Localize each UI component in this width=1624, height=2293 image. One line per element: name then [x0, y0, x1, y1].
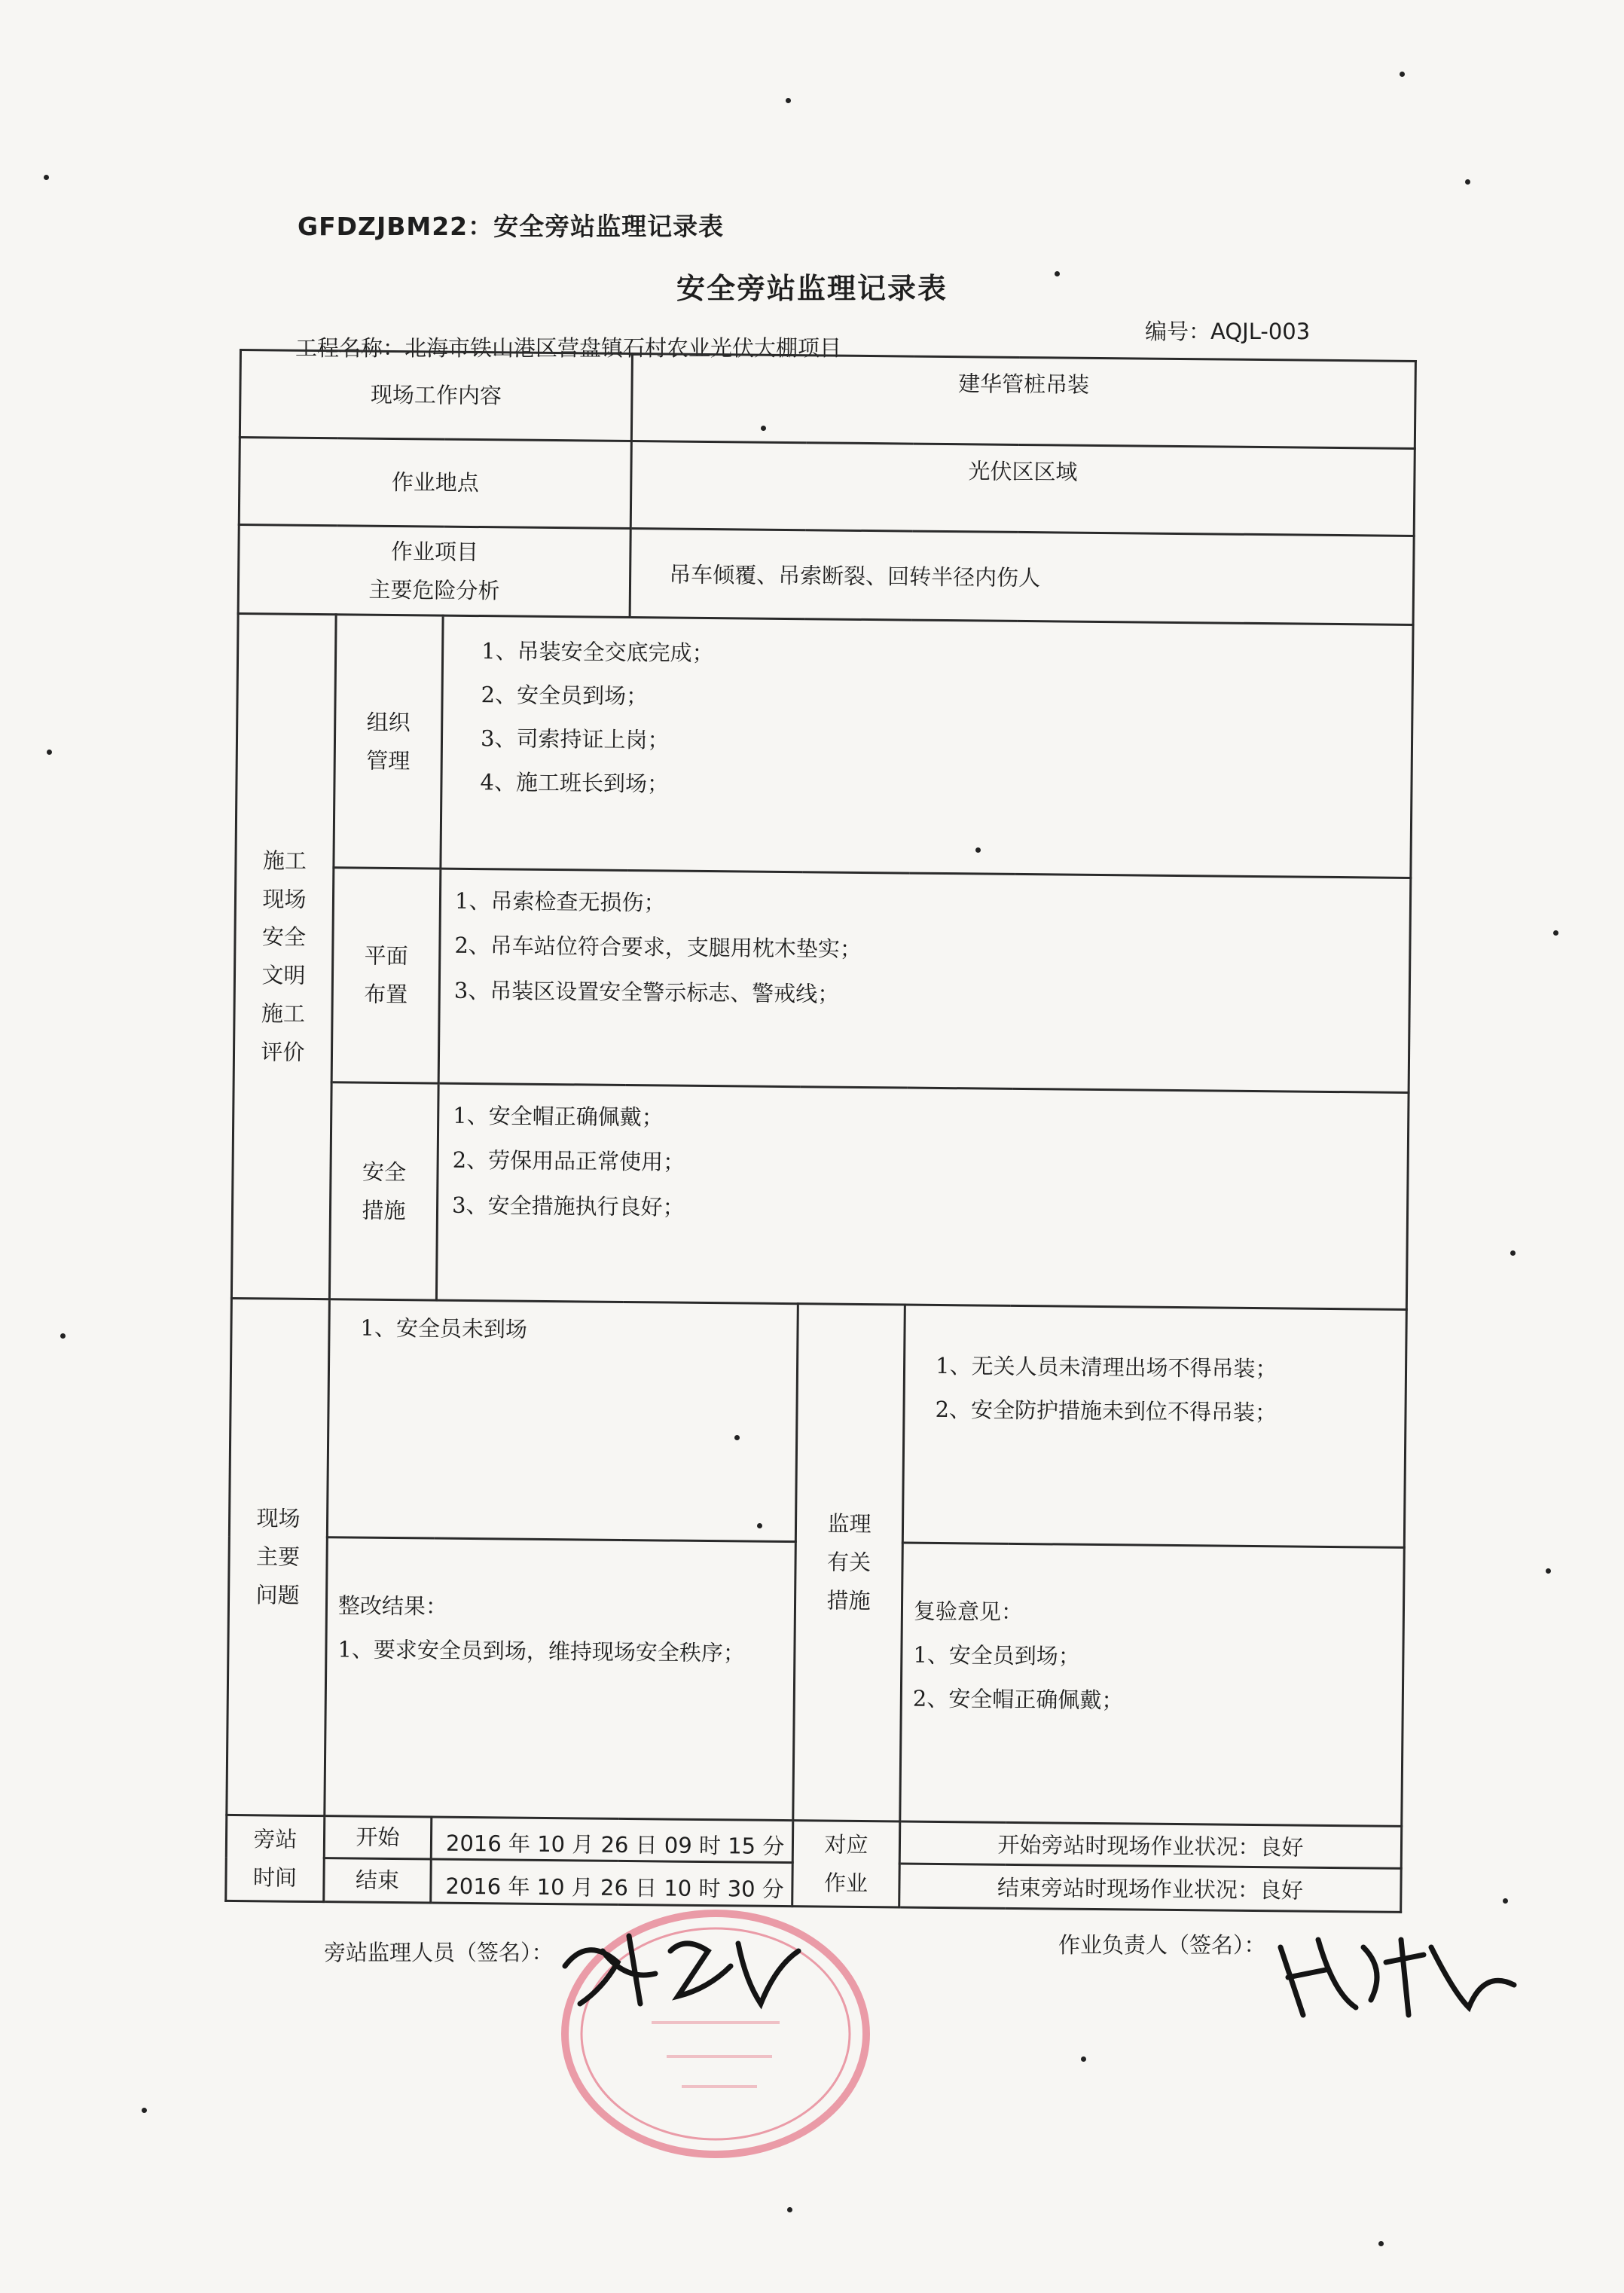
project-label: 工程名称：	[295, 335, 405, 361]
project-name: 北海市铁山港区营盘镇石村农业光伏大棚项目	[404, 335, 842, 361]
evaluation-label-char: 文明	[261, 962, 306, 988]
issues-label-line: 问题	[255, 1582, 300, 1608]
list-item: 3、司索持证上岗；	[480, 725, 670, 753]
evaluation-label-char: 评价	[261, 1038, 305, 1065]
evaluation-label	[231, 613, 336, 1299]
supervisor-signature-label: 旁站监理人员（签名）：	[324, 1940, 554, 1965]
list-item: 3、吊装区设置安全警示标志、警戒线；	[453, 977, 840, 1007]
supervisor-signature	[557, 1921, 806, 2019]
speck	[1378, 2241, 1384, 2246]
safety-measures-label	[329, 1082, 438, 1300]
list-item: 1、安全员到场；	[913, 1641, 1081, 1669]
list-item: 1、安全帽正确佩戴；	[453, 1102, 664, 1131]
list-item: 3、安全措施执行良好；	[451, 1192, 685, 1220]
issues-label-line: 主要	[255, 1543, 301, 1570]
measures-label-line: 监理	[827, 1510, 872, 1537]
layout-items	[438, 869, 1411, 1092]
evaluation-label-char: 现场	[262, 885, 307, 912]
issues-label-line: 现场	[256, 1505, 301, 1532]
speck	[1510, 1250, 1516, 1256]
speck	[786, 98, 791, 103]
time-label-line: 时间	[252, 1864, 298, 1891]
start-label: 开始	[324, 1816, 432, 1859]
speck	[1465, 179, 1470, 185]
serial-label: 编号：	[1145, 319, 1211, 344]
document-title: 安全旁站监理记录表	[676, 272, 948, 305]
end-label: 结束	[324, 1858, 432, 1903]
list-item: 1、要求安全员到场，维持现场安全秩序；	[337, 1636, 746, 1666]
list-item: 1、无关人员未清理出场不得吊装；	[935, 1352, 1278, 1382]
end-status: 结束旁站时现场作业状况：良好	[899, 1864, 1402, 1912]
safety-label-line: 措施	[362, 1197, 406, 1223]
work-label	[792, 1821, 900, 1907]
start-status: 开始旁站时现场作业状况：良好	[899, 1821, 1402, 1868]
work-location-label: 作业地点	[239, 438, 631, 529]
safety-label-line: 安全	[362, 1159, 407, 1185]
work-label-line: 作业	[823, 1870, 868, 1896]
evaluation-label-char: 施工	[261, 1000, 306, 1027]
start-time: 2016 年 10 月 26 日 09 时 15 分	[431, 1817, 793, 1863]
safety-measures-items	[436, 1083, 1409, 1309]
measures-label-line: 措施	[826, 1587, 871, 1614]
org-management-label	[334, 615, 443, 869]
list-item: 2、吊车站位符合要求，支腿用枕木垫实；	[454, 933, 862, 963]
work-location-value: 光伏区区域	[630, 441, 1415, 536]
org-label-line: 管理	[366, 747, 411, 774]
work-content-label: 现场工作内容	[240, 350, 632, 441]
issues-label	[227, 1298, 330, 1815]
serial-value: AQJL-003	[1210, 319, 1311, 344]
speck	[1546, 1568, 1551, 1574]
risk-label-line: 主要危险分析	[368, 576, 500, 603]
problem-cell	[327, 1299, 798, 1542]
review-cell	[900, 1543, 1405, 1826]
rectify-title: 整改结果：	[337, 1592, 448, 1620]
leader-signature-label: 作业负责人（签名）：	[1058, 1932, 1266, 1958]
measures-label	[793, 1304, 905, 1821]
measures-label-line: 有关	[826, 1549, 872, 1576]
list-item: 2、安全帽正确佩戴；	[912, 1685, 1124, 1714]
layout-label	[331, 868, 441, 1083]
org-label-line: 组织	[366, 709, 411, 735]
risk-analysis-value: 吊车倾覆、吊索断裂、回转半径内伤人	[630, 528, 1414, 624]
risk-label-line: 作业项目	[390, 538, 479, 565]
risk-analysis-label	[238, 525, 630, 618]
serial-number	[1145, 315, 1310, 346]
evaluation-label-char: 施工	[262, 847, 307, 874]
list-item: 2、安全防护措施未到位不得吊装；	[935, 1396, 1278, 1426]
end-time: 2016 年 10 月 26 日 10 时 30 分	[431, 1859, 793, 1907]
list-item: 1、吊装安全交底完成；	[481, 638, 714, 667]
speck	[1503, 1898, 1508, 1904]
list-item: 2、劳保用品正常使用；	[452, 1147, 685, 1176]
speck	[1081, 2056, 1086, 2062]
rectify-cell	[325, 1537, 796, 1821]
org-management-items	[441, 615, 1413, 878]
record-form	[224, 349, 1415, 1913]
problem-text: 1、安全员未到场	[360, 1314, 528, 1342]
speck	[47, 750, 52, 755]
document-code: GFDZJBM22：安全旁站监理记录表	[298, 212, 725, 241]
list-item: 2、安全员到场；	[481, 682, 649, 710]
review-title: 复验意见：	[913, 1598, 1024, 1626]
speck	[787, 2207, 792, 2212]
leader-signature	[1273, 1925, 1522, 2023]
evaluation-label-char: 安全	[261, 924, 307, 951]
speck	[142, 2108, 147, 2113]
time-label	[226, 1815, 325, 1901]
speck	[1553, 930, 1558, 936]
layout-label-line: 平面	[364, 942, 408, 969]
time-label-line: 旁站	[253, 1826, 298, 1852]
speck	[60, 1333, 66, 1339]
measures-cell	[902, 1305, 1406, 1547]
list-item: 4、施工班长到场；	[480, 769, 670, 797]
work-content-value: 建华管桩吊装	[631, 354, 1415, 449]
work-label-line: 对应	[824, 1831, 868, 1858]
speck	[1400, 72, 1405, 77]
layout-label-line: 布置	[364, 981, 408, 1008]
speck	[44, 175, 49, 180]
list-item: 1、吊索检查无损伤；	[454, 887, 666, 916]
